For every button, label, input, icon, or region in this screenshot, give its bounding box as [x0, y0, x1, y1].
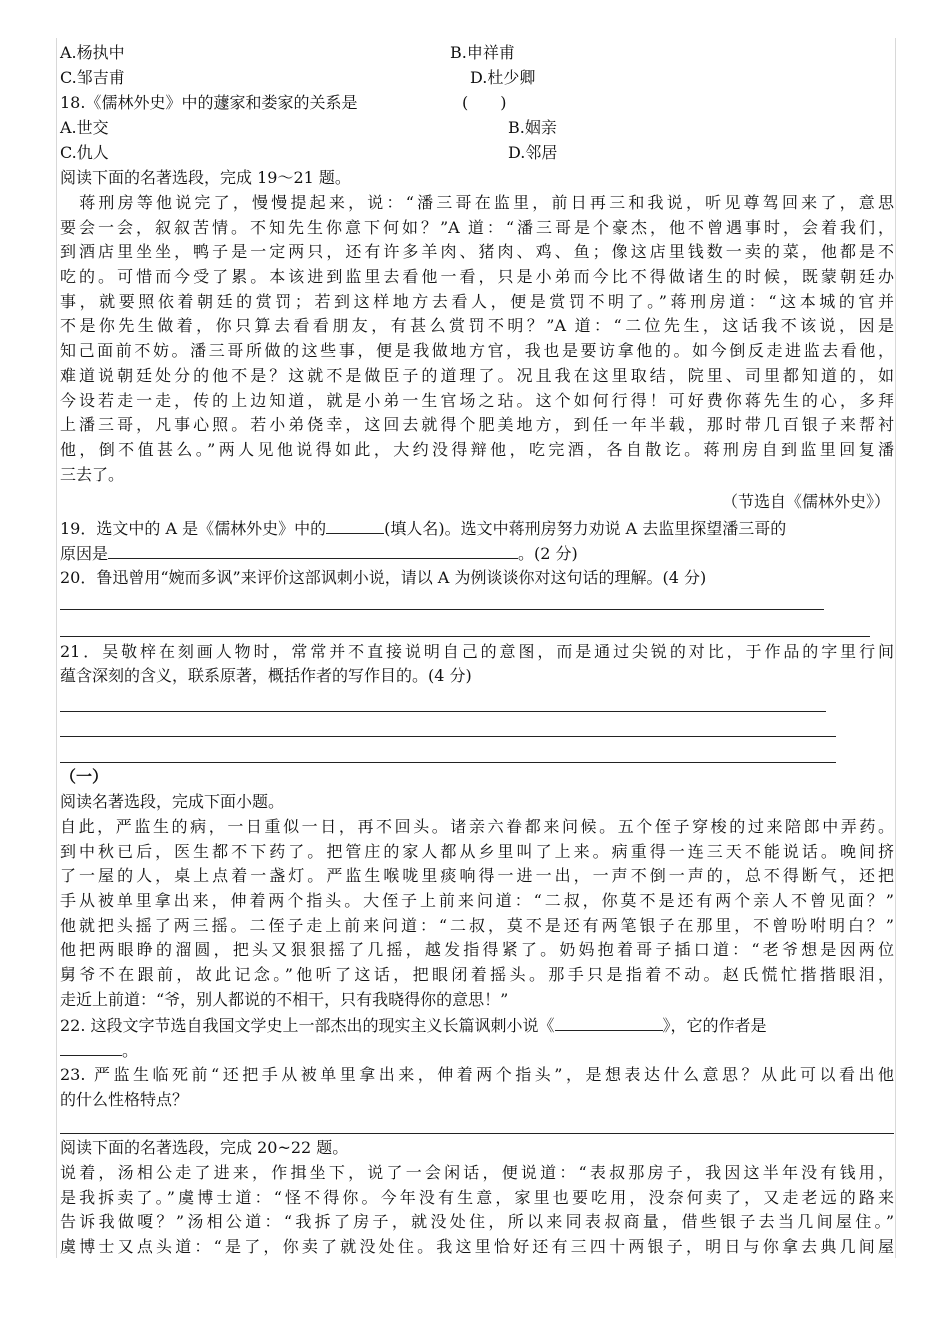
- option-c: C.邹吉甫: [60, 68, 125, 87]
- passage1-line: 到酒店里坐坐，鸭子是一定两只，还有许多羊肉、猪肉、鸡、鱼；像这店里钱数一卖的菜，他都是不: [60, 242, 894, 261]
- passage1-line: 他，倒不值甚么。”两人见他说得如此，大约没得辩他，吃完酒，各自散讫。蒋刑房自到监里回复潘: [60, 440, 894, 459]
- q22-line2: 。: [60, 1038, 894, 1063]
- q21-line2: 蕴含深刻的含义，联系原著，概括作者的写作目的。(4 分): [60, 666, 472, 685]
- answer-line[interactable]: [60, 711, 826, 712]
- section2-line: 舅爷不在跟前，故此记念。”他听了这话，把眼闭着摇头。那手只是指着不动。赵氏慌忙揩揩眼泪，: [60, 965, 894, 984]
- passage3-intro: 阅读下面的名著选段，完成 20~22 题。: [60, 1138, 349, 1157]
- q17-options-row1: [60, 41, 894, 65]
- answer-blank[interactable]: [326, 516, 384, 534]
- passage1-line: 难道说朝廷处分的他不是？这就不是做臣子的道理了。况且我在这里取结，院里、司里都知道的，如: [60, 366, 894, 385]
- q22-line1: 22. 这段文字节选自我国文学史上一部杰出的现实主义长篇讽刺小说《 》，它的作者是: [60, 1013, 894, 1038]
- q19-line1: 19．选文中的 A 是《儒林外史》中的 (填人名)。选文中蒋刑房努力劝说 A 去监里探望潘三哥的: [60, 516, 894, 541]
- passage1-line: 上潘三哥，凡事心照。若小弟侥幸，这回去就得个肥美地方，到任一年半载，那时带几百银子来帮衬: [60, 415, 894, 434]
- q18-options-row1: [60, 116, 894, 140]
- passage1-intro: 阅读下面的名著选段，完成 19～21 题。: [60, 168, 351, 187]
- answer-line[interactable]: [60, 1133, 894, 1134]
- option-d: D.杜少卿: [470, 68, 536, 87]
- passage1-line: 知己面前不妨。潘三哥所做的这些事，便是我做地方官，我也是要访拿他的。如今倒反走进监去看他，: [60, 341, 894, 360]
- answer-blank[interactable]: [60, 1038, 122, 1056]
- option-a: A.世交: [60, 118, 109, 137]
- q20-question: 20．鲁迅曾用“婉而多讽”来评价这部讽刺小说，请以 A 为例谈谈你对这句话的理解。(4 分): [60, 568, 707, 587]
- passage1-line: 蒋刑房等他说完了，慢慢提起来，说：“潘三哥在监里，前日再三和我说，听见尊驾回来了，意思: [60, 193, 894, 212]
- passage3-line: 告诉我做嗄？”汤相公道：“我拆了房子，就没处住，所以来同表叔商量，借些银子去当几间屋住。”: [60, 1212, 894, 1231]
- passage1-line: 今设若走一走，传的上边知道，就是小弟一生官场之玷。这个如何行得！可好费你蒋先生的心，多拜: [60, 391, 894, 410]
- q18-stem: 18.《儒林外史》中的蘧家和娄家的关系是 ( ): [60, 91, 894, 115]
- section2-line: 走近上前道：“爷，别人都说的不相干，只有我晓得你的意思！”: [60, 990, 509, 1009]
- section2-line: 他就把头摇了两三摇。二侄子走上前来问道：“二叔，莫不是还有两笔银子在那里，不曾吩咐明白？”: [60, 916, 894, 935]
- passage3-line: 说着，汤相公走了进来，作揖坐下，说了一会闲话，便说道：“表叔那房子，我因这半年没有钱用，: [60, 1163, 894, 1182]
- q23-line2: 的什么性格特点？: [60, 1090, 189, 1109]
- section2-line: 他把两眼睁的溜圆，把头又狠狠摇了几摇，越发指得紧了。奶妈抱着哥子插口道：“老爷想是因两位: [60, 940, 894, 959]
- q18-options-row2: [60, 141, 894, 165]
- passage1-line: 三去了。: [60, 465, 125, 484]
- passage1-line: 吃的。可惜而今受了累。本该进到监里去看他一看，只是小弟而今比不得做诸生的时候，既蒙朝廷办: [60, 267, 894, 286]
- passage3-line: 是我拆卖了。”虞博士道：“怪不得你。今年没有生意，家里也要吃用，没奈何卖了，又走老远的路来: [60, 1188, 894, 1207]
- answer-line[interactable]: [60, 636, 870, 637]
- passage1-line: 不是你先生做着，你只算去看看朋友，有甚么赏罚不明？”A 道：“二位先生，这话我不该说，因是: [60, 316, 894, 335]
- section2-line: 到中秋已后，医生都不下药了。把管庄的家人都从乡里叫了上来。病重得一连三天不能说话。晚间挤: [60, 842, 894, 861]
- section2-line: 自此，严监生的病，一日重似一日，再不回头。诸亲六眷都来问候。五个侄子穿梭的过来陪郎中弄药。: [60, 817, 894, 836]
- option-c: C.仇人: [60, 143, 109, 162]
- answer-line[interactable]: [60, 762, 836, 763]
- q23-line1: 23. 严监生临死前“还把手从被单里拿出来，伸着两个指头”，是想表达什么意思？从此可以看出他: [60, 1065, 894, 1084]
- passage1-source: （节选自《儒林外史》）: [721, 492, 890, 511]
- passage1-line: 要会一会，叙叙苦情。不知先生你意下何如？”A 道：“潘三哥是个豪杰，他不曾遇事时，会着我们，: [60, 218, 894, 237]
- passage1-line: 事，就要照依着朝廷的赏罚；若到这样地方去看人，便是赏罚不明了。”蒋刑房道：“这本城的官并: [60, 292, 894, 311]
- answer-blank[interactable]: [555, 1013, 663, 1031]
- option-b: B.姻亲: [508, 118, 557, 137]
- answer-line[interactable]: [60, 609, 824, 610]
- section2-intro: 阅读名著选段，完成下面小题。: [60, 792, 285, 811]
- q19-line2: 原因是 。(2 分): [60, 541, 894, 566]
- q17-options-row2: [60, 66, 894, 90]
- passage3-line: 虞博士又点头道：“是了，你卖了就没处住。我这里恰好还有三四十两银子，明日与你拿去典几间屋: [60, 1237, 894, 1256]
- option-a: A.杨执中: [60, 43, 125, 62]
- answer-line[interactable]: [60, 736, 836, 737]
- section2-line: 了一屋的人，桌上点着一盏灯。严监生喉咙里痰响得一进一出，一声不倒一声的，总不得断气，还把: [60, 866, 894, 885]
- answer-paren: ( ): [462, 93, 507, 112]
- section2-line: 手从被单里拿出来，伸着两个指头。大侄子上前来问道：“二叔，你莫不是还有两个亲人不曾见面？”: [60, 891, 894, 910]
- option-b: B.申祥甫: [450, 43, 515, 62]
- section-heading: （一）: [60, 767, 109, 786]
- option-d: D.邻居: [508, 143, 558, 162]
- q21-line1: 21．吴敬梓在刻画人物时，常常并不直接说明自己的意图，而是通过尖锐的对比，于作品的字里行间: [60, 642, 894, 661]
- answer-blank[interactable]: [108, 541, 518, 559]
